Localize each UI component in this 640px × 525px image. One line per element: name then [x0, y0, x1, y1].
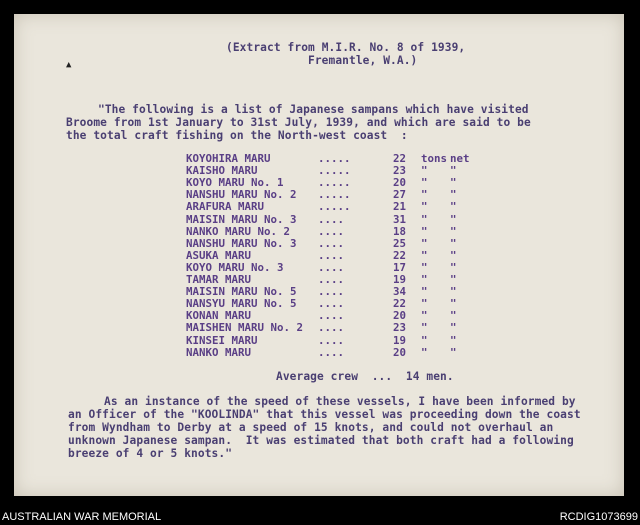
tonnage-unit: "	[421, 212, 428, 226]
tonnage-unit: "	[421, 188, 428, 202]
tonnage-net: "	[450, 273, 457, 286]
leader-dots: .....	[318, 188, 351, 202]
tonnage-net: "	[450, 285, 457, 299]
sampan-name: MAISIN MARU No. 5	[186, 285, 297, 299]
closing-line-1: As an instance of the speed of these vessels, I have been informed by	[104, 395, 576, 408]
leader-dots: ....	[318, 285, 345, 299]
tonnage: 22	[392, 297, 406, 311]
tonnage-unit: "	[421, 260, 428, 274]
intro-line-3: the total craft fishing on the North-west coast :	[66, 129, 408, 142]
sampan-name: NANSYU MARU No. 5	[186, 297, 297, 311]
sampan-name: KOYOHIRA MARU	[186, 152, 271, 165]
sampan-name: MAISHEN MARU No. 2	[186, 321, 304, 335]
tonnage-unit: "	[421, 248, 428, 262]
leader-dots: ....	[318, 309, 345, 323]
tonnage-net: "	[450, 164, 457, 178]
sampan-name: NANKO MARU	[186, 345, 252, 359]
sampan-name: KAISHO MARU	[186, 164, 258, 178]
tonnage: 25	[392, 236, 406, 250]
tonnage-unit: "	[421, 297, 428, 311]
tonnage-unit: "	[421, 224, 428, 238]
tonnage-unit: "	[421, 164, 428, 178]
tonnage-net: "	[450, 321, 457, 335]
tonnage: 34	[392, 285, 406, 299]
tonnage-net: "	[450, 345, 457, 359]
tonnage: 19	[392, 333, 406, 347]
tonnage-net: "	[450, 236, 457, 250]
sampan-name: KOYO MARU No. 1	[186, 176, 284, 190]
leader-dots: ....	[318, 212, 345, 226]
closing-line-4: unknown Japanese sampan. It was estimated that both craft had a following	[68, 434, 574, 447]
tonnage-unit: "	[421, 200, 428, 214]
sampan-name: TAMAR MARU	[186, 273, 252, 286]
archive-reference: RCDIG1073699	[559, 511, 638, 523]
closing-line-5: breeze of 4 or 5 knots."	[68, 447, 233, 460]
leader-dots: ....	[318, 297, 345, 311]
archive-footer	[0, 500, 640, 525]
tonnage: 20	[392, 345, 406, 359]
closing-line-2: an Officer of the "KOOLINDA" that this vessel was proceeding down the coast	[68, 408, 581, 421]
tonnage-unit: "	[421, 285, 428, 299]
tonnage: 31	[392, 212, 406, 226]
tonnage-unit: "	[421, 333, 428, 347]
leader-dots: ....	[318, 321, 345, 335]
sampan-name: KOYO MARU No. 3	[186, 260, 284, 274]
leader-dots: .....	[318, 164, 351, 178]
tonnage: 18	[392, 224, 406, 238]
sampan-name: MAISIN MARU No. 3	[186, 212, 297, 226]
average-crew: Average crew ... 14 men.	[276, 370, 454, 383]
sampan-name: NANSHU MARU No. 2	[186, 188, 297, 202]
sampan-name: ASUKA MARU	[186, 248, 252, 262]
tonnage-unit: "	[421, 309, 428, 323]
header-line-1: (Extract from M.I.R. No. 8 of 1939,	[226, 41, 466, 54]
sampan-name: KINSEI MARU	[186, 333, 258, 347]
leader-dots: ....	[318, 345, 345, 359]
tonnage: 22	[392, 152, 406, 165]
tonnage-net: "	[450, 260, 457, 274]
leader-dots: ....	[318, 273, 345, 286]
tonnage: 23	[392, 164, 406, 178]
header-line-2: Fremantle, W.A.)	[308, 54, 418, 67]
intro-line-1: "The following is a list of Japanese sampans which have visited	[98, 103, 529, 116]
tonnage-net: "	[450, 212, 457, 226]
tonnage-net: "	[450, 297, 457, 311]
tonnage-unit: "	[421, 321, 428, 335]
leader-dots: ....	[318, 248, 345, 262]
leader-dots: .....	[318, 200, 351, 214]
tonnage-unit: "	[421, 273, 428, 286]
tonnage: 20	[392, 176, 406, 190]
tonnage: 19	[392, 273, 406, 286]
leader-dots: ....	[318, 224, 345, 238]
tonnage: 27	[392, 188, 406, 202]
tonnage-unit: "	[421, 236, 428, 250]
closing-line-3: from Wyndham to Derby at a speed of 15 knots, and could not overhaul an	[68, 421, 554, 434]
sampan-name: NANSHU MARU No. 3	[186, 236, 297, 250]
intro-line-2: Broome from 1st January to 31st July, 1939, and which are said to be	[66, 116, 531, 129]
leader-dots: ....	[318, 236, 345, 250]
sampan-name: KONAN MARU	[186, 309, 252, 323]
tonnage: 22	[392, 248, 406, 262]
tonnage-unit: tons	[421, 152, 448, 165]
tonnage-net: "	[450, 224, 457, 238]
leader-dots: .....	[318, 176, 351, 190]
tonnage: 23	[392, 321, 406, 335]
tonnage-unit: "	[421, 176, 428, 190]
tonnage-net: "	[450, 188, 457, 202]
leader-dots: ....	[318, 260, 345, 274]
tonnage-unit: "	[421, 345, 428, 359]
leader-dots: .....	[318, 152, 351, 165]
tonnage: 21	[392, 200, 406, 214]
ink-mark-icon: ▲	[66, 60, 72, 70]
leader-dots: ....	[318, 333, 345, 347]
tonnage-net: "	[450, 309, 457, 323]
tonnage-net: "	[450, 248, 457, 262]
sampan-name: ARAFURA MARU	[186, 200, 265, 214]
tonnage-net: "	[450, 200, 457, 214]
tonnage: 20	[392, 309, 406, 323]
tonnage: 17	[392, 260, 406, 274]
tonnage-net: "	[450, 333, 457, 347]
sampan-name: NANKO MARU No. 2	[186, 224, 291, 238]
tonnage-net: "	[450, 176, 457, 190]
tonnage-net: net	[450, 152, 470, 165]
archive-name: AUSTRALIAN WAR MEMORIAL	[2, 511, 162, 523]
